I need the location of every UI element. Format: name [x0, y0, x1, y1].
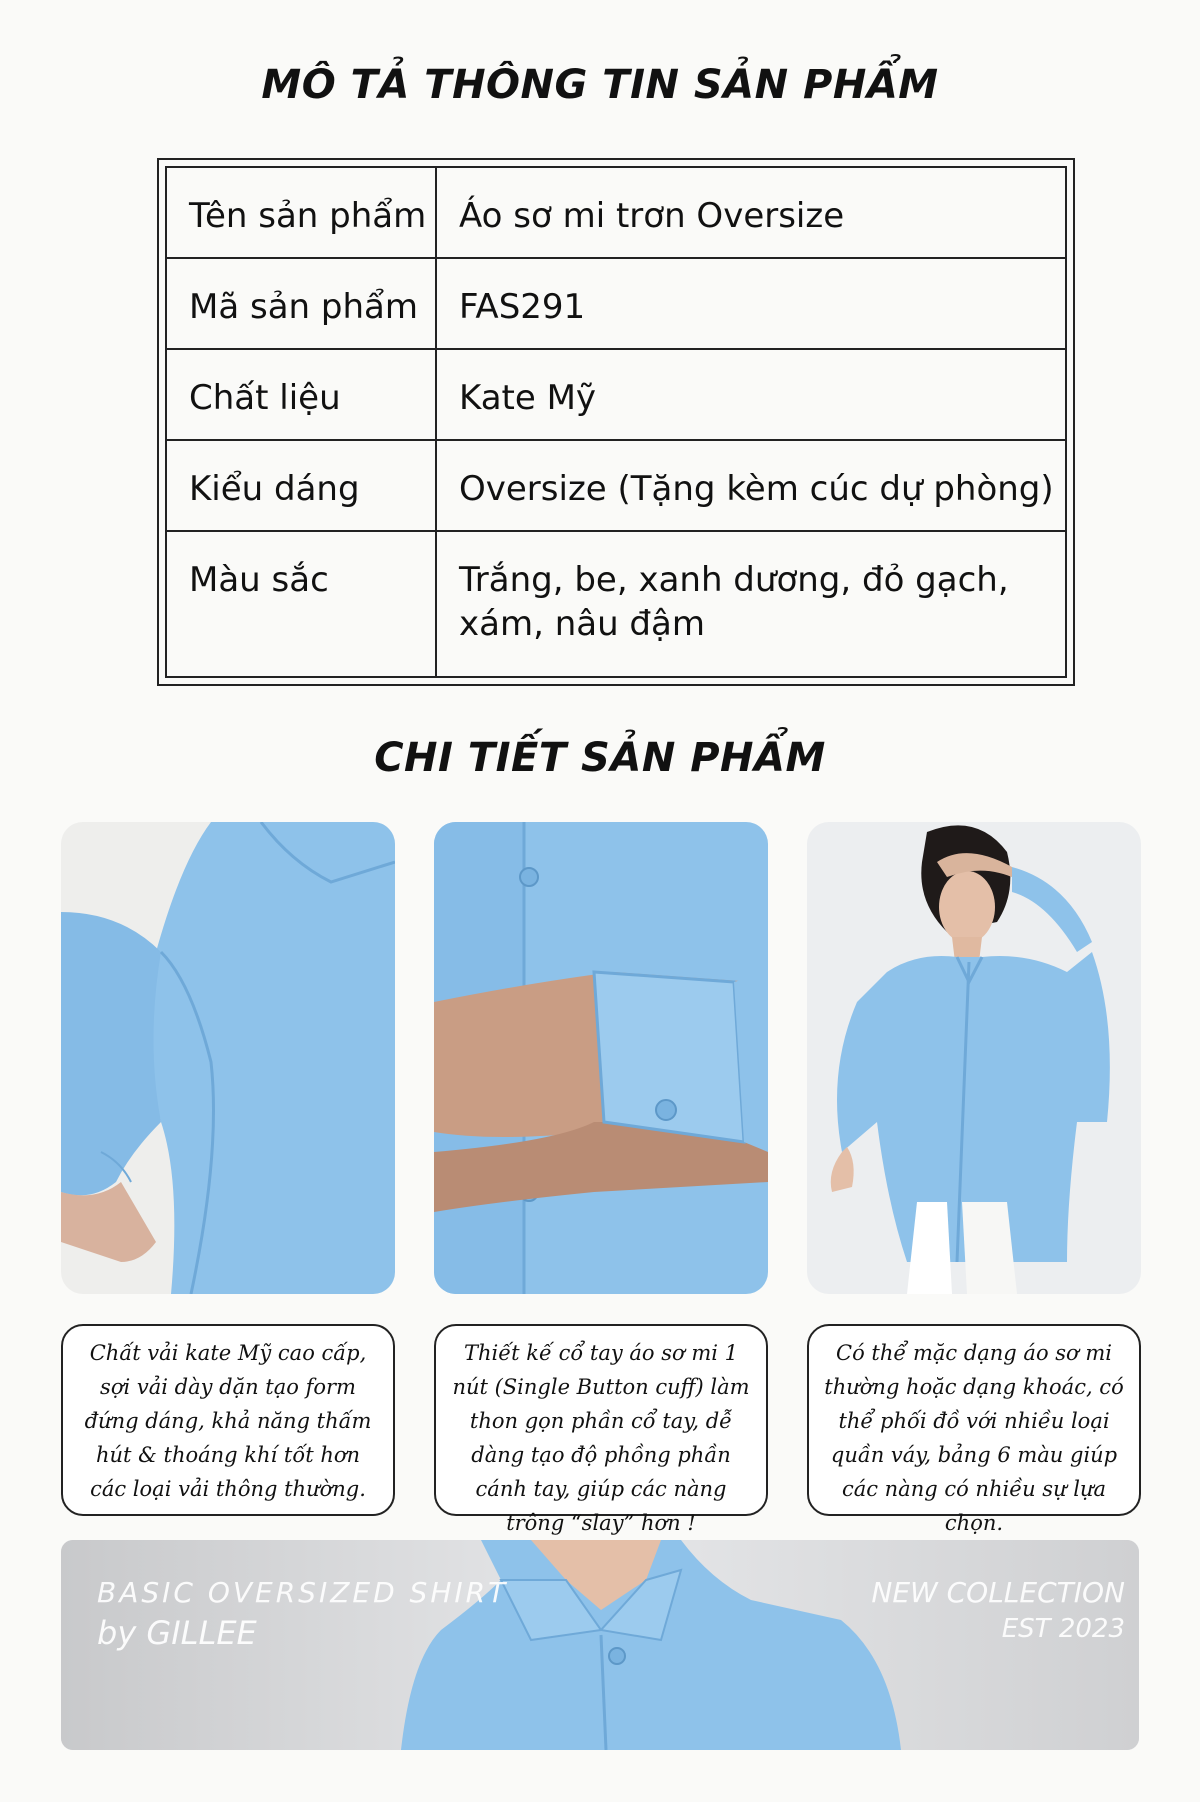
detail-caption-fabric: Chất vải kate Mỹ cao cấp, sợi vải dày dặn tạo form đứng dáng, khả năng thấm hút & thoáng khí tốt hơn các loại vải thông thường. — [61, 1324, 395, 1516]
banner-collection: NEW COLLECTION — [871, 1576, 1125, 1609]
table-row — [166, 167, 1066, 258]
banner-title: BASIC OVERSIZED SHIRT — [97, 1576, 509, 1609]
detail-photo-fabric — [61, 822, 395, 1294]
detail-photo-model — [807, 822, 1141, 1294]
spec-label-code: Mã sản phẩm — [166, 258, 436, 349]
spec-table — [165, 166, 1067, 678]
table-row — [166, 258, 1066, 349]
collection-banner — [61, 1540, 1139, 1750]
detail-photo-cuff — [434, 822, 768, 1294]
spec-value-name: Áo sơ mi trơn Oversize — [436, 167, 1066, 258]
table-row — [166, 531, 1066, 677]
spec-table-frame — [157, 158, 1075, 686]
detail-caption-cuff: Thiết kế cổ tay áo sơ mi 1 nút (Single Button cuff) làm thon gọn phần cổ tay, dễ dàng tạo độ phồng phần cánh tay, giúp các nàng trông “slay” hơn ! — [434, 1324, 768, 1516]
section-title-product-details: CHI TIẾT SẢN PHẨM — [374, 735, 826, 781]
table-row — [166, 440, 1066, 531]
spec-label-name: Tên sản phẩm — [166, 167, 436, 258]
banner-brand: by GILLEE — [97, 1614, 257, 1652]
spec-value-style: Oversize (Tặng kèm cúc dự phòng) — [436, 440, 1066, 531]
spec-value-colors: Trắng, be, xanh dương, đỏ gạch, xám, nâu đậm — [436, 531, 1066, 677]
table-row — [166, 349, 1066, 440]
spec-label-material: Chất liệu — [166, 349, 436, 440]
banner-year: EST 2023 — [1001, 1614, 1125, 1644]
spec-label-colors: Màu sắc — [166, 531, 436, 677]
spec-label-style: Kiểu dáng — [166, 440, 436, 531]
spec-value-material: Kate Mỹ — [436, 349, 1066, 440]
section-title-product-info: MÔ TẢ THÔNG TIN SẢN PHẨM — [261, 62, 939, 108]
spec-value-code: FAS291 — [436, 258, 1066, 349]
detail-caption-styling: Có thể mặc dạng áo sơ mi thường hoặc dạng khoác, có thể phối đồ với nhiều loại quần váy, bảng 6 màu giúp các nàng có nhiều sự lựa chọn. — [807, 1324, 1141, 1516]
